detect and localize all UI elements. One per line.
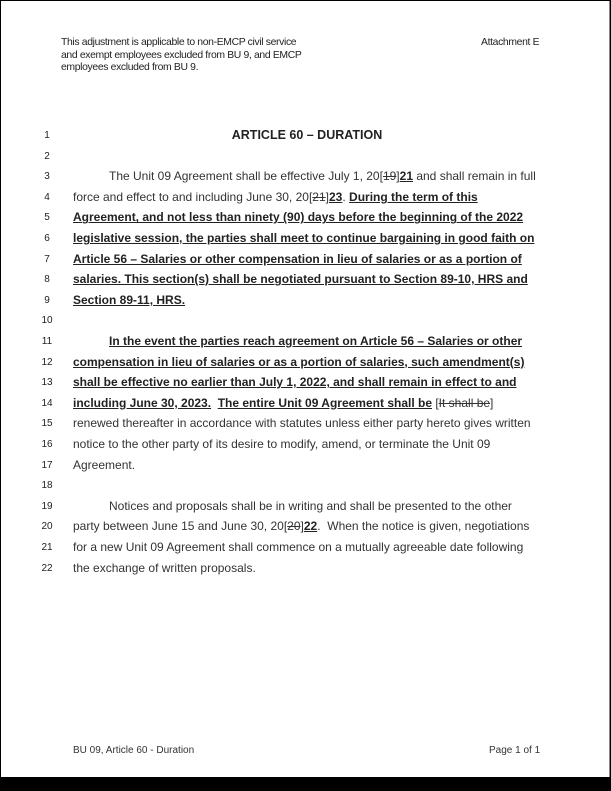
inserted-text: The entire Unit 09 Agreement shall be: [217, 395, 432, 410]
doc-line: [1, 354, 609, 375]
line-number: 11: [41, 336, 53, 347]
deleted-text: It shall be: [438, 395, 491, 410]
doc-line: [1, 395, 609, 416]
doc-line: [1, 457, 609, 478]
doc-line: [1, 374, 609, 395]
doc-line: [1, 127, 609, 148]
deleted-text: 19: [382, 169, 397, 184]
attachment-label: Attachment E: [481, 37, 540, 48]
inserted-text: 21: [399, 169, 413, 184]
inserted-text: Agreement, and not less than ninety (90) days before the beginning of the 2022: [73, 210, 524, 225]
line-number: 10: [41, 315, 53, 327]
doc-line: [1, 560, 609, 581]
document-page: [1, 1, 610, 777]
line-number: 8: [44, 274, 50, 286]
line-number: 4: [44, 191, 50, 203]
inserted-text: In the event the parties reach agreement on Article 56 – Salaries or other: [109, 334, 523, 348]
line-text: The Unit 09 Agreement shall be effective July 1, 20[19]21 and shall remain in full: [109, 169, 536, 184]
inserted-text: shall be effective no earlier than July 1, 2022, and shall remain in effect to and: [73, 375, 517, 390]
line-number: 12: [41, 356, 53, 368]
line-number: 9: [44, 294, 50, 306]
doc-line: [1, 498, 609, 519]
doc-line: [1, 539, 609, 560]
doc-line: [1, 518, 609, 539]
line-number: 3: [44, 171, 50, 183]
doc-line: [1, 230, 609, 251]
inserted-text: 23: [329, 189, 343, 204]
doc-line: [1, 436, 609, 457]
line-number: 5: [44, 212, 50, 224]
doc-line: [1, 189, 609, 210]
doc-line: [1, 477, 609, 498]
line-text: including June 30, 2023. The entire Unit 09 Agreement shall be [It shall be]: [73, 395, 494, 410]
doc-line: [1, 415, 609, 436]
line-number: 6: [44, 233, 50, 244]
line-text: party between June 15 and June 30, 20[20]22. When the notice is given, negotiations: [73, 519, 530, 534]
line-text: Notices and proposals shall be in writing and shall be presented to the other: [109, 498, 512, 513]
line-number: 22: [41, 562, 53, 574]
line-number: 21: [41, 542, 53, 553]
line-number: 13: [41, 377, 53, 389]
footer-page-number: Page 1 of 1: [489, 745, 541, 756]
line-number: 16: [41, 439, 53, 450]
line-number: 1: [44, 130, 50, 141]
applicability-note: [61, 37, 341, 75]
inserted-text: 22: [303, 519, 318, 534]
doc-line: [1, 168, 609, 189]
footer-document-name: BU 09, Article 60 - Duration: [73, 745, 195, 756]
line-number: 15: [41, 418, 53, 430]
line-text: for a new Unit 09 Agreement shall commence on a mutually agreeable date following: [73, 540, 524, 554]
doc-line: [1, 312, 609, 333]
line-number: 17: [41, 459, 53, 471]
line-number: 2: [44, 150, 50, 162]
inserted-text: Article 56 – Salaries or other compensation in lieu of salaries or as a portion of: [73, 251, 522, 266]
article-title: ARTICLE 60 – DURATION: [231, 128, 383, 142]
line-number: 14: [41, 397, 53, 409]
inserted-text: During the term of this: [349, 189, 478, 204]
line-number: 7: [44, 253, 50, 265]
line-number: 19: [41, 500, 53, 512]
doc-line: [1, 271, 609, 292]
inserted-text: including June 30, 2023.: [73, 395, 212, 410]
line-text: notice to the other party of its desire to modify, amend, or terminate the Unit 09: [73, 437, 491, 451]
deleted-text: 21: [312, 189, 326, 204]
inserted-text: compensation in lieu of salaries or as a portion of salaries, such amendment(s): [73, 354, 525, 369]
inserted-text: Section 89-11, HRS.: [73, 292, 186, 307]
deleted-text: 20: [287, 519, 301, 534]
note-line: and exempt employees excluded from BU 9, and EMCP: [61, 49, 302, 61]
line-number: 18: [41, 480, 53, 492]
doc-line: [1, 251, 609, 272]
note-line: employees excluded from BU 9.: [61, 62, 199, 73]
inserted-text: legislative session, the parties shall meet to continue bargaining in good faith on: [73, 231, 535, 245]
doc-line: [1, 148, 609, 169]
note-line: This adjustment is applicable to non-EMCP civil service: [61, 37, 297, 48]
line-text: Agreement.: [73, 457, 136, 472]
line-number: 20: [41, 521, 53, 533]
doc-line: [1, 292, 609, 313]
line-text: the exchange of written proposals.: [73, 560, 256, 575]
doc-line: [1, 209, 609, 230]
inserted-text: salaries. This section(s) shall be negotiated pursuant to Section 89-10, HRS and: [73, 272, 528, 287]
line-text: renewed thereafter in accordance with statutes unless either party hereto gives written: [73, 416, 531, 431]
line-text: force and effect to and including June 30, 20[21]23. During the term of this: [73, 189, 478, 204]
doc-line: [1, 333, 609, 354]
